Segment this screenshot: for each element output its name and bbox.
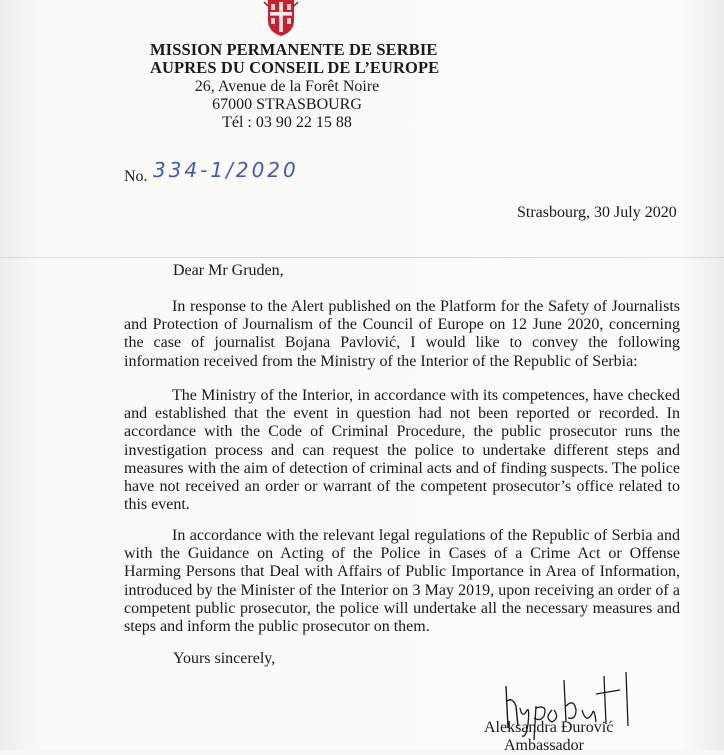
org-name-line1: MISSION PERMANENTE DE SERBIE [150, 40, 438, 59]
letter-date: Strasbourg, 30 July 2020 [517, 204, 677, 221]
signatory-title: Ambassador [504, 737, 584, 754]
closing: Yours sincerely, [173, 650, 276, 667]
body-paragraph-1: In response to the Alert published on the Platform for the Safety of Journalists and Protection of Journalism of the Council of Europe on 12 June 2020, concerning the case of journalist Bojana Pavlović, I would like to convey the following information received from the Ministry of the Interior of the Republic of Serbia: [124, 298, 680, 370]
address-line1: 26, Avenue de la Forêt Noire [194, 78, 380, 95]
coat-of-arms-icon [262, 0, 300, 36]
salutation: Dear Mr Gruden, [173, 262, 284, 279]
body-paragraph-2: The Ministry of the Interior, in accordance with its competences, have checked and established that the event in question had not been reported or recorded. In accordance with the Code of Criminal Procedure, the public prosecutor runs the investigation process and can request the police to undertake different steps and measures with the aim of detection of criminal acts and of finding suspects. The police have not received an order or warrant of the competent prosecutor’s office related to this event. [124, 387, 680, 514]
org-name-line2: AUPRES DU CONSEIL DE L’EUROPE [150, 58, 440, 77]
address-line2: 67000 STRASBOURG [212, 96, 362, 113]
phone-number: Tél : 03 90 22 15 88 [222, 114, 352, 131]
paper-fold-line [0, 257, 724, 258]
reference-number: 334-1/2020 [153, 158, 299, 182]
body-paragraph-3: In accordance with the relevant legal regulations of the Republic of Serbia and with the Guidance on Acting of the Police in Cases of a Crime Act or Offense Harming Persons that Deal with Affairs of Public Importance in Area of Information, introduced by the Minister of the Interior on 3 May 2019, upon receiving an order of a competent public prosecutor, the police will undertake all the necessary measures and steps and inform the public prosecutor on them. [124, 527, 680, 636]
reference-label: No. [124, 168, 148, 185]
handwritten-signature [486, 666, 636, 742]
signatory-name: Aleksandra Đurović [484, 719, 614, 736]
